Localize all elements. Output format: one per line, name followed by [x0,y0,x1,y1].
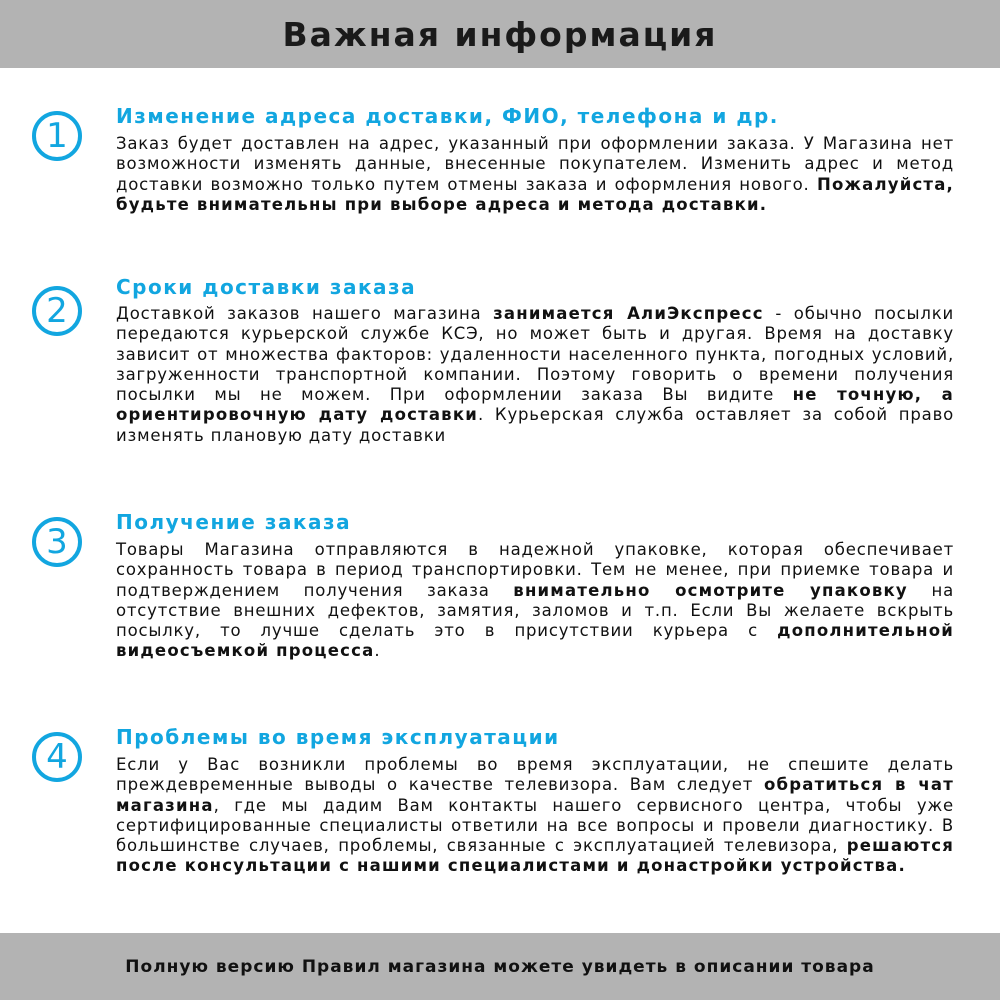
footer-bar [0,933,1000,1000]
number-circle-1 [32,111,82,161]
section-title: Проблемы во время эксплуатации [116,725,560,749]
header-bar [0,0,1000,68]
body-text-bold: внимательно осмотрите упаковку [513,580,908,600]
page-title: Важная информация [282,14,718,54]
number-circle-3 [32,517,82,567]
section-body [116,304,954,446]
body-text-bold: обратиться в чат магазина [116,775,954,815]
body-text: Если у Вас возникли проблемы во время эксплуатации, не спешите делать преждевременные выводы о качестве телевизора. Вам следует [116,755,954,795]
section-number: 2 [46,291,68,331]
section-body [116,134,954,215]
body-text: . [374,641,381,661]
section-body [116,540,954,662]
section-number: 1 [46,116,68,156]
body-text-bold: решаются после консультации с нашими специалистами и донастройки устройства. [116,836,954,876]
section-title: Получение заказа [116,510,352,534]
body-text: . Курьерская служба оставляет за собой право изменять плановую дату доставки [116,405,954,445]
body-text: Заказ будет доставлен на адрес, указанный при оформлении заказа. У Магазина нет возможности изменять данные, внесенные покупателем. Изменить адрес и метод доставки возможно только путем отмены заказа и оформления нового. [116,134,954,194]
section-body [116,755,954,877]
number-circle-4 [32,732,82,782]
body-text-bold: Пожалуйста, будьте внимательны при выборе адреса и метода доставки. [116,174,954,214]
section-number: 4 [46,737,68,777]
section-title: Изменение адреса доставки, ФИО, телефона и др. [116,104,779,128]
body-text: на отсутствие внешних дефектов, замятия, заломов и т.п. Если Вы желаете вскрыть посылку, то лучше сделать это в присутствии курьера с [116,580,954,641]
section-title: Сроки доставки заказа [116,275,417,299]
body-text-bold: дополнительной видеосъемкой процесса [116,621,954,661]
body-text-bold: занимается АлиЭкспресс [493,304,764,323]
footer-note: Полную версию Правил магазина можете увидеть в описании товара [125,956,875,977]
body-text: Товары Магазина отправляются в надежной упаковке, которая обеспечивает сохранность товара в период транспортировки. Тем не менее, при приемке товара и подтверждением получения заказа [116,540,954,600]
body-text-bold: не точную, а ориентировочную дату доставки [116,385,954,425]
section-number: 3 [46,522,68,562]
body-text: , где мы дадим Вам контакты нашего сервисного центра, чтобы уже сертифицированные специалисты ответили на все вопросы и провели диагностику. В большинстве случаев, проблемы, связанные с эксплуатацией телевизора, [116,795,954,856]
body-text: - обычно посылки передаются курьерской службе КСЭ, но может быть и другая. Время на доставку зависит от множества факторов: удаленности населенного пункта, погодных условий, загруженности транспортной компании. Поэтому говорить о времени получения посылки мы не можем. При оформлении заказа Вы видите [116,304,955,405]
body-text: Доставкой заказов нашего магазина [116,304,494,323]
number-circle-2 [32,286,82,336]
